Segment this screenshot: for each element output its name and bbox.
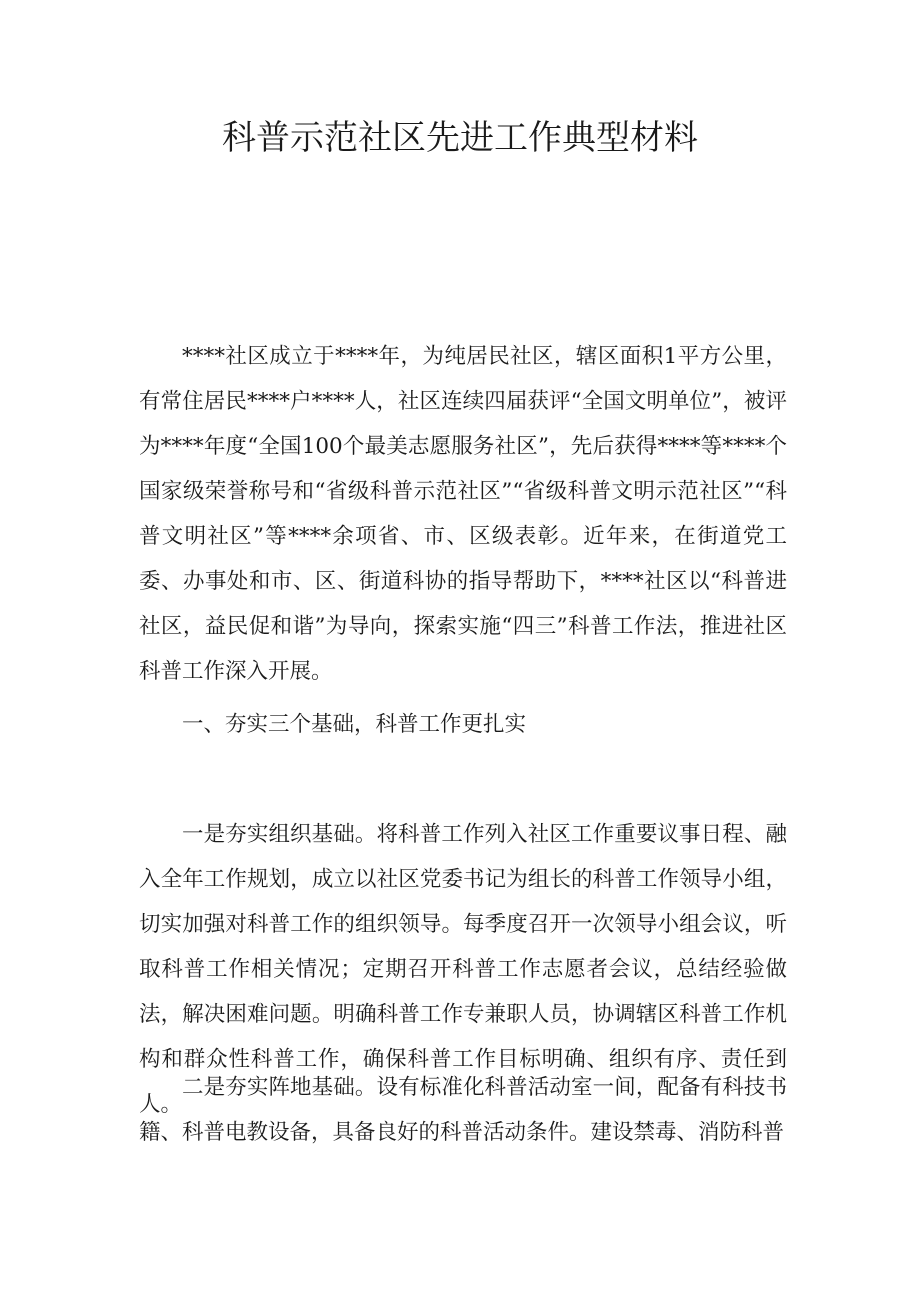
document-title: 科普示范社区先进工作典型材料 (222, 118, 698, 158)
intro-paragraph: ****社区成立于****年，为纯居民社区，辖区面积1平方公里，有常住居民****户****人，社区连续四届获评“全国文明单位”，被评为****年度“全国100个最美志愿服务社区”，先后获得****等****个国家级荣誉称号和“省级科普示范社区”“省级科普文明示范社区”“科普文明社区”等****余项省、市、区级表彰。近年来，在街道党工委、办事处和市、区、街道科协的指导帮助下，****社区以“科普进社区，益民促和谐”为导向，探索实施“四三”科普工作法，推进社区科普工作深入开展。 (139, 344, 787, 684)
section-heading: 一、夯实三个基础，科普工作更扎实 (182, 712, 527, 737)
paragraph-venue-basis: 二是夯实阵地基础。设有标准化科普活动室一间，配备有科技书籍、科普电教设备，具备良好的科普活动条件。建设禁毒、消防科普 (139, 1075, 787, 1145)
paragraph-organization-basis: 一是夯实组织基础。将科普工作列入社区工作重要议事日程、融入全年工作规划，成立以社区党委书记为组长的科普工作领导小组，切实加强对科普工作的组织领导。每季度召开一次领导小组会议，听取科普工作相关情况；定期召开科普工作志愿者会议，总结经验做法，解决困难问题。明确科普工作专兼职人员，协调辖区科普工作机构和群众性科普工作，确保科普工作目标明确、组织有序、责任到人。 (139, 822, 787, 1117)
